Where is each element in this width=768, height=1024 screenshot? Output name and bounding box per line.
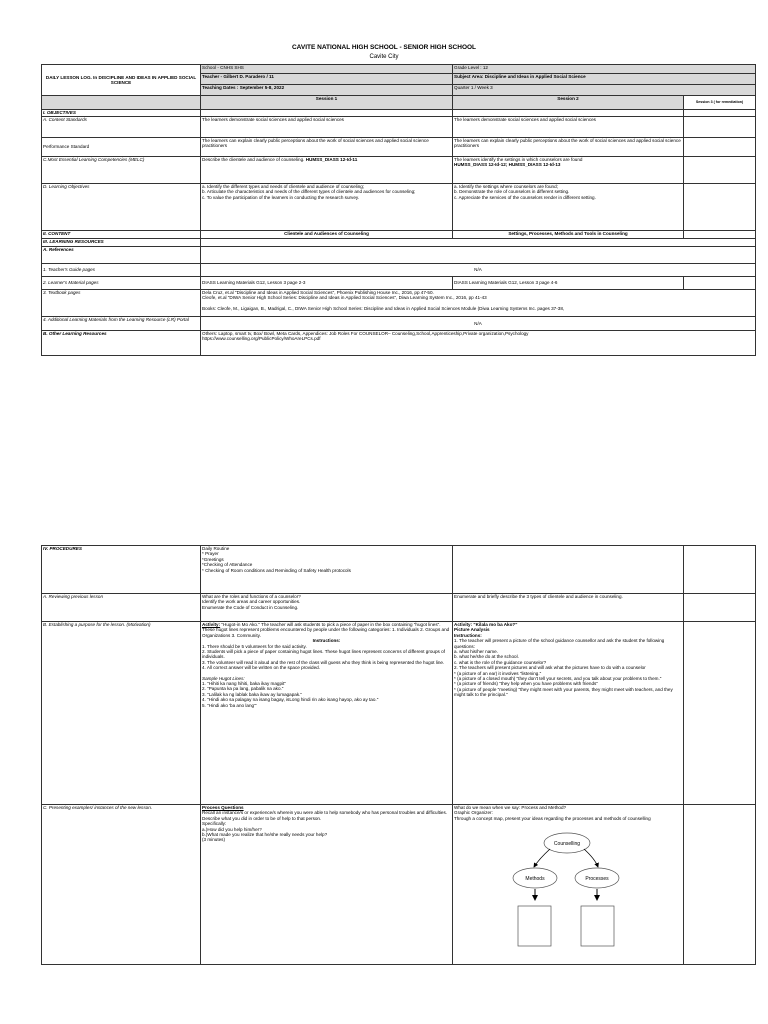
teachers-guide-value: N/A: [201, 264, 756, 277]
learners-material-label: 2. Learner's Material pages: [42, 277, 201, 290]
presenting-label: C. Presenting examples/ instances of the new lesson.: [42, 805, 201, 965]
textbook-label: 3. Textbook pages: [42, 290, 201, 317]
routine-item: *Checking of Attendance: [202, 562, 253, 568]
instructions-label: Instructions:: [312, 638, 341, 644]
routine-item: * Checking of Room conditions and Reminding of Safety Health protocols: [202, 567, 351, 573]
city: Cavite City: [369, 54, 399, 60]
purpose-s1: [201, 622, 453, 805]
session2-header: Session 2: [453, 96, 684, 110]
arrow-to-methods: [534, 849, 550, 867]
routine-item: *Greetings: [202, 556, 224, 562]
performance-standard-s2: The learners can explain clearly public perceptions about the work of social sciences and applied social science practitioners: [453, 138, 684, 157]
sample-item: 1. "Hihiti ka nang hihiti, baka ikay magpit": [202, 681, 286, 687]
process-question-line: b.)What made you realize that he/she really needs your help?: [202, 832, 328, 838]
melc-s2: [453, 157, 684, 184]
learning-resources-heading: III. LEARNING RESOURCES: [42, 239, 201, 247]
instruction-item: * (a picture of an ear) it involves "listening.": [454, 670, 542, 676]
content-s1: Clientele and Audiences of Counseling: [201, 231, 453, 239]
sample-item: 3. "Lalilak ka ng lablak baka ikaw ay lumagapak.": [202, 691, 303, 697]
melc-s1-code: HUMSS_DIASS 12-Id-11: [305, 157, 358, 162]
methods-label: Methods: [525, 876, 545, 882]
step-item: 2. Students will pick a piece of paper containing hugot lines. These hugot lines represent concerns of different groups of individuals.: [202, 649, 445, 660]
activity-text: "Hugot-in Mo Ako." The teacher will ask students to pick a piece of paper in the box containing "hugot lines". These hugot lines represent problems encountered by people under the following categories: 1. Individuals 2. Groups and Organizations 3. Community.: [202, 622, 450, 638]
reviewing-s1: [201, 594, 453, 622]
presenting-line: What do we mean when we say: Process and Method?: [454, 805, 567, 810]
quarter-week: Quarter 1 / Week 3: [453, 85, 756, 96]
school-title: CAVITE NATIONAL HIGH SCHOOL - SENIOR HIGH SCHOOL: [291, 44, 477, 51]
performance-standard-label: Performance Standard: [42, 138, 201, 157]
process-question-line: (3 minutes): [202, 837, 225, 843]
objective-item: c. To value the participation of the learners in conducting the research survey.: [202, 194, 360, 200]
process-question-line: a.)How did you help him/her?: [202, 826, 262, 832]
reviewing-s2: Enumerate and briefly describe the 3 types of clientele and audience in counseling.: [453, 594, 684, 622]
step-item: 1. There should be 5 volunteers for the said activity.: [202, 643, 307, 649]
presenting-s2: [453, 805, 684, 965]
procedures-heading: IV. PROCEDURES: [42, 546, 201, 594]
melc-s2-code: HUMSS_DIASS 12-Id-12; HUMSS_DIASS 12-Id-13: [454, 162, 561, 168]
processes-box: [581, 906, 614, 946]
instructions-label: Instructions:: [454, 632, 482, 638]
process-question-line: Recall an instance/s or experience/s wherein you were able to help somebody who has personal troubles and difficulties. Describe what you did in order to be of help to that person.: [202, 810, 448, 821]
other-resources-url: https://www.counselling.org/PublicPolicy/WhoAreLPCs.pdf: [202, 336, 321, 342]
objective-item: b. Articulate the characteristics and needs of the different types of clientele and audiences for counseling;: [202, 189, 416, 195]
instruction-item: 2. The teachers will present pictures and will ask what the pictures have to do with a counselor: [454, 665, 646, 671]
purpose-s2: [453, 622, 684, 805]
instruction-item: b. what he/she do at the school.: [454, 654, 519, 660]
session3-header: Session 3 ( for remediation): [684, 96, 756, 110]
content-s2: Settings, Processes, Methods and Tools in Counseling: [453, 231, 684, 239]
lr-portal-value: N/A: [201, 317, 756, 331]
textbook-ref: Books: Cleofe, M., Ligaigan, B., Madrigal, C., DIWA Senior High School Series: Discipline and Ideas in Applied Social Sciences Module (Diwa Learning Systems Inc. pages 37-38,: [202, 305, 565, 311]
sample-item: 4. "Hindi ako sa palagay na isang bagay, isLong hindi rin ako isang hayop, ako ay tao.": [202, 697, 379, 703]
session1-header: Session 1: [201, 96, 453, 110]
school-field: School - CNHS SHS: [201, 65, 453, 74]
other-resources-line: Others: Laptop, smart tv, Box/ Bowl, Meta Cards, Appendices: Job Roles For COUNSELOR– Counseling,School,Apprenticeship,Private organization,Psychology: [202, 331, 529, 336]
counselling-label: Counselling: [553, 841, 581, 847]
textbook-value: [201, 290, 756, 317]
subject-area: Subject Area: Discipline and Ideas in Applied Social Science: [453, 74, 756, 85]
textbook-ref: Dela Cruz, et.al "Discipline and Ideas in Applied Social Sciences", Phoenix Publishing House Inc., 2016, pp 47-50.: [202, 290, 434, 295]
content-heading: II. CONTENT: [42, 231, 201, 239]
learning-objectives-label: D. Learning Objectives: [42, 184, 201, 231]
other-resources-value: [201, 331, 756, 356]
review-item: Enumerate the Code of Conduct in Counseling.: [202, 604, 299, 610]
methods-box: [518, 906, 551, 946]
sample-item: 5. "Hindi ako 'ba ano lang'": [202, 702, 257, 708]
purpose-label: B. Establishing a purpose for the lesson. (Motivation): [42, 622, 201, 805]
process-questions-title: Process Questions: [202, 805, 244, 810]
objective-item: b. Demonstrate the role of counselors in different setting.: [454, 189, 570, 195]
content-standards-label: A. Content Standards: [42, 117, 201, 138]
lesson-log-table: [41, 64, 756, 356]
routine-item: Daily Routine: [202, 546, 230, 551]
procedures-s1: [201, 546, 453, 594]
activity-title: Activity: "Kilala mo ba Ako?": [454, 622, 518, 627]
content-standards-s2: The learners demonstrate social sciences and applied social sciences: [453, 117, 684, 138]
instruction-item: 1. The teacher will present a picture of the school guidance counsellor and ask the student the following questions:: [454, 638, 665, 649]
grade-level: Grade Level : 12: [453, 65, 756, 74]
melc-s1: [201, 157, 453, 184]
lr-portal-label: 4. Additional Learning Materials from the Learning Resource (LR) Portal: [42, 317, 201, 331]
objective-item: a. Identify the different types and needs of clientele and audience of counseling;: [202, 184, 365, 189]
content-standards-s1: The learners demonstrate social sciences and applied social sciences: [201, 117, 453, 138]
melc-label: C.Most Essential Learning Competencies (MELC): [42, 157, 201, 184]
review-item: What are the roles and functions of a counselor?: [202, 594, 301, 599]
teachers-guide-label: 1. Teacher's Guide pages: [42, 264, 201, 277]
instruction-item: c. what is the role of the guidance counselor?: [454, 659, 547, 665]
processes-label: Processes: [585, 876, 609, 882]
reviewing-label: A. Reviewing previous lesson: [42, 594, 201, 622]
teacher-field: Teacher - Gilbert D. Paradero / 11: [201, 74, 453, 85]
instruction-item: a. what his/her name.: [454, 649, 498, 655]
learners-material-s1: DIASS Learning Materials G12, Lesson 3 page 2-3: [201, 277, 453, 290]
instruction-item: * (a picture of people "meeting) "they might meet with your parents, they might meet with teachers, and they might talk to the principal.": [454, 686, 673, 698]
activity-description: [202, 622, 451, 638]
arrow-to-processes: [584, 849, 598, 867]
routine-item: * Prayer: [202, 551, 219, 557]
melc-s2-text: The learners identify the settings in which counselors are found: [454, 157, 583, 162]
learning-objectives-s2: [453, 184, 684, 231]
melc-s1-text: Describe the clientele and audience of counseling.: [202, 157, 306, 162]
concept-map-diagram: [453, 829, 683, 947]
instruction-item: * (a picture of friends) "they help when you have problems with friends": [454, 681, 598, 687]
review-item: Identify the work areas and career opportunities.: [202, 599, 301, 605]
learning-objectives-s1: [201, 184, 453, 231]
objectives-heading: I. OBJECTIVES: [42, 110, 201, 117]
dll-title: DAILY LESSON LOG. In DISCIPLINE AND IDEAS IN APPLIED SOCIAL SCIENCE: [42, 65, 201, 96]
teaching-dates: Teaching Dates : September 5-8, 2022: [201, 85, 453, 96]
sample-label: Sample Hugot Lines:: [202, 675, 245, 681]
instruction-item: * (a picture of a closed mouth) "they don't tell your secrets, and you talk about your problems to them.": [454, 676, 662, 682]
activity-label: Activity:: [202, 622, 221, 627]
presenting-line: Through a concept map, present your ideas regarding the processes and methods of counselling: [454, 815, 651, 821]
references-heading: A. References: [42, 247, 201, 264]
objective-item: c. Appreciate the services of the counselors render in different setting.: [454, 194, 596, 200]
procedures-table: [41, 545, 756, 965]
picture-analysis: Picture Analysis: [454, 627, 490, 633]
other-resources-label: B. Other Learning Resources: [42, 331, 201, 356]
presenting-s1: [201, 805, 453, 965]
process-question-line: Specifically:: [202, 821, 227, 827]
step-item: 4. All correct answer will be written on the space provided.: [202, 665, 320, 671]
step-item: 3. The volunteer will read it aloud and the rest of the class will guess who they think is being represented the hugot line.: [202, 659, 445, 665]
presenting-line: Graphic Organizer:: [454, 810, 493, 816]
sample-item: 2. "Papunta ka pa lang, pabalik na ako.": [202, 686, 284, 692]
objective-item: a. Identify the settings where counselors are found;: [454, 184, 558, 189]
learners-material-s2: DIASS Learning Materials G12, Lesson 3 page 4-6: [453, 277, 684, 290]
performance-standard-s1: The learners can explain clearly public perceptions about the work of social sciences and applied social science practitioners: [201, 138, 453, 157]
textbook-ref: Cleofe, et.al "DIWA Senior High School Series: Discipline and Ideas in Applied Social Sciences", Diwa Learning System Inc., 2016, pp 41-43: [202, 295, 487, 301]
